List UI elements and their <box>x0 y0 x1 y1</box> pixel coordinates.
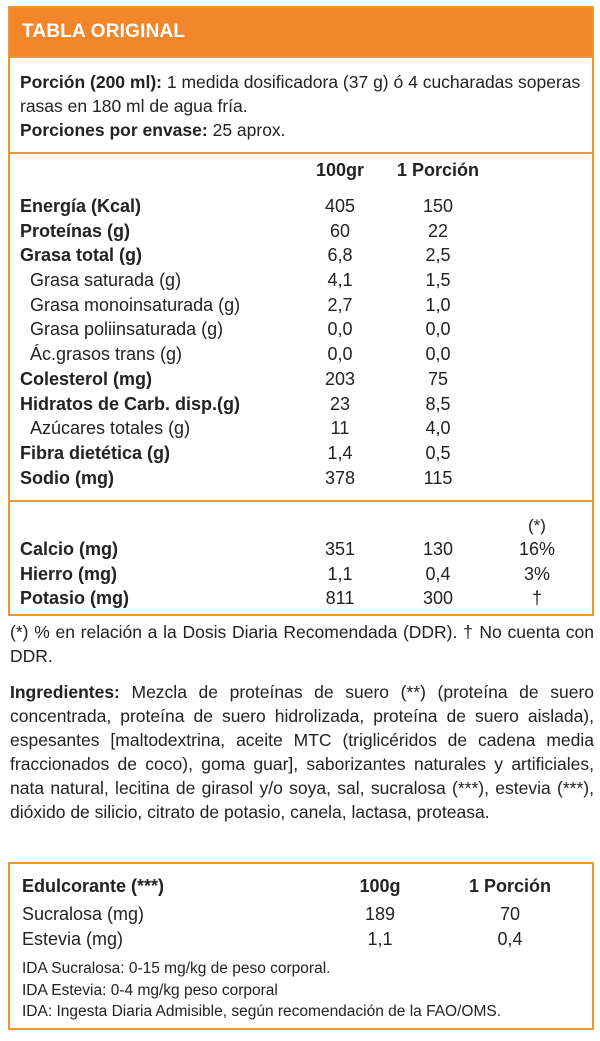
mineral-row <box>10 586 592 611</box>
nutrient-portion: 0,0 <box>425 344 451 365</box>
nutrient-100g: 0,0 <box>327 344 353 365</box>
nutrient-label: Fibra dietética (g) <box>20 442 171 463</box>
column-portion: 1 Porción <box>396 160 480 180</box>
nutrient-row <box>10 342 592 367</box>
nutrient-label: Grasa poliinsaturada (g) <box>30 319 224 340</box>
table-title: TABLA ORIGINAL <box>22 21 186 42</box>
ida-sucralose-note: IDA Sucralosa: 0-15 mg/kg de peso corporal. <box>22 960 331 977</box>
mineral-ddr: † <box>531 588 542 609</box>
nutrient-label: Ác.grasos trans (g) <box>30 344 183 365</box>
nutrient-row <box>10 243 592 268</box>
nutrient-row <box>10 219 592 244</box>
nutrient-portion: 75 <box>427 368 449 389</box>
column-headers <box>10 154 592 190</box>
mineral-label: Potasio (mg) <box>20 588 130 609</box>
ingredients <box>10 680 594 824</box>
nutrients-section <box>10 154 592 502</box>
sweetener-notes <box>10 952 592 1023</box>
ingredients-text: Mezcla de proteínas de suero (**) (proteína de suero concentrada, proteína de suero hidrolizada, proteína de suero aislada), espesantes [maltodextrina, aceite MTC (triglicéridos de cadena media fraccionados de coco), goma guar], saborizantes naturales y artificiales, nata natural, lecitina de girasol y/o soya, sal, sucralosa (***), estevia (***), dióxido de silicio, citrato de potasio, canela, lactasa, proteasa. <box>10 682 594 822</box>
mineral-ddr: 3% <box>523 563 550 584</box>
ida-definition-note: IDA: Ingesta Diaria Admisible, según recomendación de la FAO/OMS. <box>22 1003 502 1020</box>
minerals-section <box>10 502 592 610</box>
column-100g: 100gr <box>315 160 365 180</box>
nutrient-row <box>10 317 592 342</box>
nutrient-100g: 203 <box>324 368 356 389</box>
nutrient-100g: 4,1 <box>327 270 353 291</box>
nutrient-label: Hidratos de Carb. disp.(g) <box>20 393 241 414</box>
per-pack-label: Porciones por envase: <box>20 120 208 140</box>
portion-label: Porción (200 ml): <box>20 72 162 92</box>
nutrient-row <box>10 268 592 293</box>
ddr-note: (*) % en relación a la Dosis Diaria Recomendada (DDR). † No cuenta con DDR. <box>10 622 594 666</box>
nutrition-table <box>8 6 594 616</box>
sweetener-name: Estevia (mg) <box>22 929 124 949</box>
mineral-rows <box>10 537 592 611</box>
sweetener-label-head: Edulcorante (***) <box>22 876 165 896</box>
mineral-label: Hierro (mg) <box>20 563 118 584</box>
sweetener-row <box>10 927 592 952</box>
mineral-portion: 130 <box>422 539 454 559</box>
nutrient-100g: 11 <box>330 418 350 439</box>
nutrient-rows <box>10 190 592 500</box>
nutrient-portion: 1,5 <box>425 270 451 291</box>
nutrient-portion: 115 <box>423 467 453 488</box>
mineral-row <box>10 562 592 587</box>
nutrient-row <box>10 392 592 417</box>
per-pack-text: 25 aprox. <box>207 120 286 140</box>
nutrient-row <box>10 441 592 466</box>
mineral-100g: 351 <box>324 539 356 559</box>
nutrient-label: Grasa monoinsaturada (g) <box>30 294 241 315</box>
nutrient-row <box>10 293 592 318</box>
mineral-100g: 811 <box>325 588 355 609</box>
nutrient-portion: 1,0 <box>425 294 451 315</box>
nutrient-portion: 8,5 <box>425 393 451 414</box>
nutrient-label: Azúcares totales (g) <box>30 418 191 439</box>
nutrient-label: Energía (Kcal) <box>20 196 142 216</box>
nutrient-label: Colesterol (mg) <box>20 368 153 389</box>
nutrient-label: Proteínas (g) <box>20 220 131 241</box>
nutrient-label: Sodio (mg) <box>20 467 114 488</box>
nutrient-100g: 60 <box>329 220 351 241</box>
nutrient-portion: 22 <box>427 220 449 241</box>
nutrient-label: Grasa total (g) <box>20 245 143 266</box>
mineral-portion: 0,4 <box>425 563 451 584</box>
ida-stevia-note: IDA Estevia: 0-4 mg/kg peso corporal <box>22 981 278 999</box>
nutrient-100g: 378 <box>324 467 356 488</box>
sweetener-col-100g: 100g <box>359 876 401 896</box>
mineral-label: Calcio (mg) <box>20 539 119 559</box>
sweetener-100g: 189 <box>364 904 396 924</box>
sweetener-100g: 1,1 <box>367 929 393 949</box>
nutrient-row <box>10 416 592 441</box>
nutrient-label: Grasa saturada (g) <box>30 270 182 291</box>
sweetener-col-portion: 1 Porción <box>468 876 552 896</box>
nutrient-portion: 0,5 <box>425 442 451 463</box>
nutrient-portion: 2,5 <box>425 245 451 266</box>
nutrient-portion: 0,0 <box>425 319 451 340</box>
nutrient-100g: 6,8 <box>327 245 353 266</box>
mineral-portion: 300 <box>422 588 454 609</box>
nutrient-row <box>10 194 592 219</box>
nutrient-row <box>10 367 592 392</box>
sweetener-table <box>8 862 594 1030</box>
ddr-header: (*) <box>528 516 546 535</box>
ddr-header-row <box>10 512 592 537</box>
nutrient-100g: 405 <box>324 196 356 216</box>
nutrient-row <box>10 466 592 491</box>
ingredients-label: Ingredientes: <box>10 682 120 702</box>
sweetener-row <box>10 902 592 927</box>
nutrient-portion: 4,0 <box>425 418 451 439</box>
nutrient-100g: 1,4 <box>327 442 353 463</box>
nutrient-100g: 0,0 <box>327 319 353 340</box>
sweetener-portion: 70 <box>499 904 521 924</box>
portion-text: 1 medida dosificadora (37 g) ó 4 cucharadas soperas rasas en 180 ml de agua fría. <box>20 72 581 116</box>
nutrient-portion: 150 <box>422 196 454 216</box>
sweetener-name: Sucralosa (mg) <box>22 904 145 924</box>
serving-info <box>10 58 592 154</box>
sweetener-portion: 0,4 <box>497 929 523 949</box>
table-header <box>10 8 592 58</box>
sweetener-header <box>10 874 592 902</box>
mineral-100g: 1,1 <box>327 563 353 584</box>
nutrient-100g: 23 <box>329 393 351 414</box>
mineral-ddr: 16% <box>518 539 556 559</box>
nutrient-100g: 2,7 <box>327 294 353 315</box>
mineral-row <box>10 537 592 562</box>
